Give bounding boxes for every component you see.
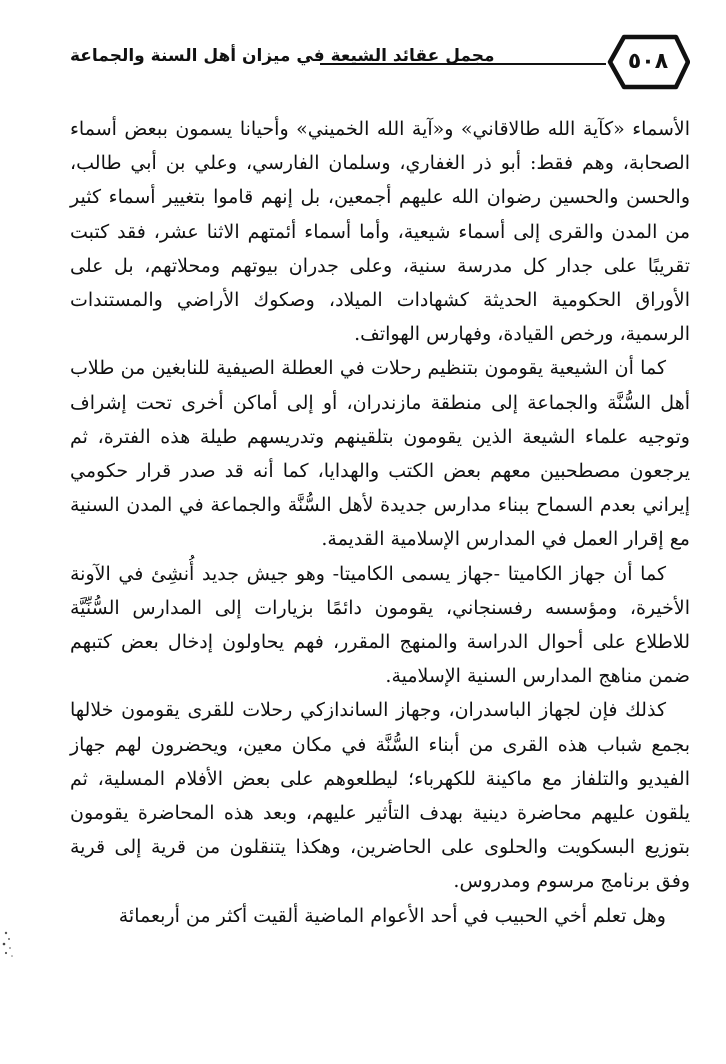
page-number-badge [606, 34, 690, 90]
paragraph: كذلك فإن لجهاز الباسدران، وجهاز الساندازكي رحلات للقرى يقومون خلالها بجمع شباب هذه القرى من أبناء السُّنَّة في مكان معين، ويحضرون لهم جهاز الفيديو والتلفاز مع ماكينة للكهرباء؛ ليطلعوهم على بعض الأفلام المسلية، ثم يلقون عليهم محاضرة دينية بهدف التأثير عليهم، وبعد هذه المحاضرة يقومون بتوزيع البسكويت والحلوى على الحاضرين، وهكذا يتنقلون من قرية إلى قرية وفق برنامج مرسوم ومدروس. [70, 699, 690, 893]
body-text [70, 112, 690, 933]
paragraph: كما أن الشيعية يقومون بتنظيم رحلات في العطلة الصيفية للنابغين من طلاب أهل السُّنَّة والجماعة إلى منطقة مازندران، أو إلى أماكن أخرى تحت إشراف وتوجيه علماء الشيعة الذين يقومون بتلقينهم وتدريسهم طيلة هذه الفترة، ثم يرجعون مصطحبين معهم بعض الكتب والهدايا، كما أنه قد صدر قرار حكومي إيراني بعدم السماح ببناء مدارس جديدة لأهل السُّنَّة والجماعة في المدن السنية مع إقرار العمل في المدارس الإسلامية القديمة. [70, 357, 690, 551]
page-number: ٥٠٨ [627, 49, 669, 74]
scan-speck-icon [0, 925, 18, 965]
paragraph: كما أن جهاز الكاميتا -جهاز يسمى الكاميتا- وهو جيش جديد أُنشِئ في الآونة الأخيرة، ومؤسسه رفسنجاني، يقومون دائمًا بزيارات إلى المدارس السُّنِّيَّة للاطلاع على أحوال الدراسة والمنهج المقرر، فهم يحاولون إدخال بعض كتبهم ضمن مناهج المدارس السنية الإسلامية. [70, 562, 690, 688]
paragraph: الأسماء «كآية الله طالاقاني» و«آية الله الخميني» وأحيانا يسمون ببعض أسماء الصحابة، وهم فقط: أبو ذر الغفاري، وسلمان الفارسي، وعلي بن أبي طالب، والحسن والحسين رضوان الله عليهم أجمعين، بل إنهم قاموا بتغيير أسماء كثير من المدن والقرى إلى أسماء شيعية، وأما أسماء أئمتهم الاثنا عشر، فقد كتبت تقريبًا على جدار كل مدرسة سنية، وعلى جدران بيوتهم ومحلاتهم، بل على الأوراق الحكومية الحديثة كشهادات الميلاد، وصكوك الأراضي والمستندات الرسمية، ورخص القيادة، وفهارس الهواتف. [70, 118, 690, 346]
page-header [70, 34, 690, 94]
running-title: مجمل عقائد الشيعة في ميزان أهل السنة والجماعة [70, 46, 495, 66]
paragraph: وهل تعلم أخي الحبيب في أحد الأعوام الماضية ألقيت أكثر من أربعمائة [118, 904, 666, 927]
header-rule [320, 63, 606, 65]
